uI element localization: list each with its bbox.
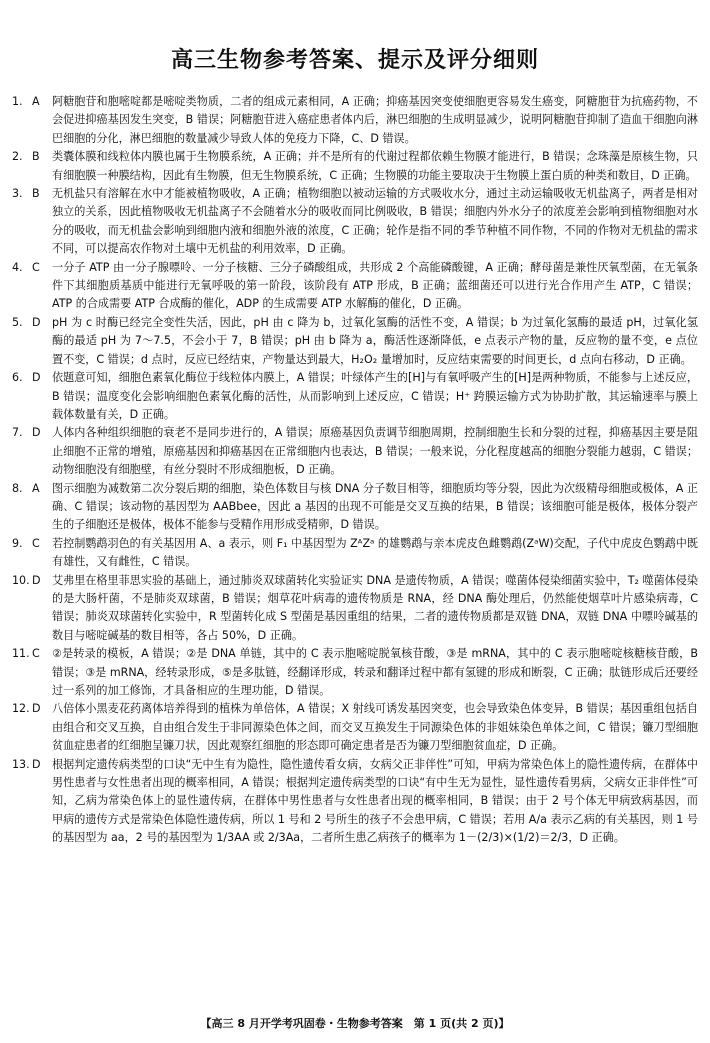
answer-number	[12, 756, 52, 848]
answer-letter: D	[32, 315, 41, 329]
question-number: 11.	[12, 647, 30, 661]
answer-item	[12, 314, 698, 369]
answer-explanation: 若控制鹦鹉羽色的有关基因用 A、a 表示，则 F₁ 中基因型为 ZᴬZᵃ 的雄鹦鹉与亲本虎皮色雌鹦鹉(ZᵃW)交配，子代中虎皮色鹦鹉中既有雄性，又有雌性，C 错误。	[52, 536, 698, 569]
answer-number	[12, 148, 52, 185]
answer-item	[12, 148, 698, 185]
answer-letter: B	[32, 187, 40, 201]
question-number: 13.	[12, 757, 30, 771]
question-number: 12.	[12, 702, 30, 716]
answer-number	[12, 93, 52, 148]
answer-letter: C	[32, 260, 40, 274]
answer-number	[12, 185, 52, 259]
answer-number	[12, 424, 52, 479]
answer-letter: D	[32, 757, 41, 771]
answer-number	[12, 369, 52, 424]
answer-item	[12, 645, 698, 700]
question-number: 6.	[12, 371, 23, 385]
answer-explanation: 艾弗里在格里菲思实验的基础上，通过肺炎双球菌转化实验证实 DNA 是遗传物质，A 错误；噬菌体侵染细菌实验中，T₂ 噬菌体侵染的是大肠杆菌，不是肺炎双球菌，B 错误；烟草花叶病毒的遗传物质是 RNA，经 DNA 酶处理后，仍然能使烟草叶片感染病毒，C 错误；肺炎双球菌转化实验中，R 型菌转化成 S 型菌是基因重组的结果，二者的遗传物质都是双链 DNA，双链 DNA 中嘌呤碱基的数目与嘧啶碱基的数目相等，各占 50%，D 正确。	[52, 573, 698, 642]
answer-explanation: 阿糖胞苷和胞嘧啶都是嘧啶类物质，二者的组成元素相同，A 正确；抑癌基因突变使细胞更容易发生癌变，阿糖胞苷为抗癌药物，不会促进抑癌基因发生突变，B 错误；阿糖胞苷进入癌症患者体内后，淋巴细胞的生成明显减少，说明阿糖胞苷抑制了造血干细胞向淋巴细胞的分化，淋巴细胞的数量减少导致人体的免疫力下降，C、D 错误。	[52, 95, 698, 145]
answer-explanation: 一分子 ATP 由一分子腺嘌呤、一分子核糖、三分子磷酸组成，共形成 2 个高能磷酸键，A 正确；酵母菌是兼性厌氧型菌，在无氧条件下其细胞质基质中能进行无氧呼吸的第一阶段，该阶段有 ATP 形成，B 正确；蓝细菌还可以进行光合作用产生 ATP，C 错误；ATP 的合成需要 ATP 合成酶的催化，ADP 的生成需要 ATP 水解酶的催化，D 正确。	[52, 260, 698, 311]
answer-list	[12, 93, 698, 848]
question-number: 9.	[12, 536, 23, 550]
answer-number	[12, 535, 52, 572]
answer-item	[12, 185, 698, 259]
answer-explanation: 八倍体小黑麦花药离体培养得到的植株为单倍体，A 错误；X 射线可诱发基因突变，也会导致染色体变异，B 错误；基因重组包括自由组合和交叉互换，自由组合发生于非同源染色体之间，而交叉互换发生于同源染色体的非姐妹染色单体之间，C 错误；镰刀型细胞贫血症患者的红细胞呈镰刀状，因此观察红细胞的形态即可确定患者是否为镰刀型细胞贫血症，D 正确。	[52, 702, 698, 753]
answer-item	[12, 535, 698, 572]
question-number: 5.	[12, 315, 23, 329]
answer-number	[12, 572, 52, 646]
answer-explanation: 无机盐只有溶解在水中才能被植物吸收，A 正确；植物细胞以被动运输的方式吸收水分，通过主动运输吸收无机盐离子，两者是相对独立的关系，因此植物吸收无机盐离子不会随着水分的吸收而同比例吸收，B 错误；细胞内外水分子的浓度差会影响到植物细胞对水分的吸收，而无机盐会影响到细胞内液和细胞外液的浓度，C 正确；轮作是指不同的季节种植不同作物，不同的作物对无机盐的需求不同，可以提高农作物对土壤中无机盐的利用效率，D 正确。	[52, 187, 698, 256]
question-number: 8.	[12, 481, 23, 495]
answer-explanation: 类囊体膜和线粒体内膜也属于生物膜系统，A 正确；并不是所有的代谢过程都依赖生物膜才能进行，B 错误；念珠藻是原核生物，只有细胞膜一种膜结构，因此有生物膜，但无生物膜系统，C 正确；生物膜的功能主要取决于生物膜上蛋白质的种类和数目，D 正确。	[52, 150, 698, 182]
answer-letter: B	[32, 150, 40, 164]
answer-item	[12, 93, 698, 148]
question-number: 3.	[12, 187, 23, 201]
answer-item	[12, 259, 698, 314]
answer-number	[12, 645, 52, 700]
answer-item	[12, 369, 698, 424]
answer-number	[12, 314, 52, 369]
answer-item	[12, 700, 698, 755]
answer-explanation: pH 为 c 时酶已经完全变性失活，因此，pH 由 c 降为 b，过氧化氢酶的活性不变，A 错误；b 为过氧化氢酶的最适 pH，过氧化氢酶的最适 pH 为 7～7.5，不会小于 7，B 错误；pH 由 b 降为 a，酶活性逐渐降低，e 点表示产物的量，反应物的量不变，e 点位置不变，C 错误；d 点时，反应已经结束，产物量达到最大，H₂O₂ 量增加时，反应结束需要的时间更长，d 点向右移动，D 正确。	[52, 315, 698, 366]
answer-number	[12, 480, 52, 535]
answer-letter: A	[32, 481, 40, 495]
answer-explanation: 图示细胞为减数第二次分裂后期的细胞，染色体数目与核 DNA 分子数目相等，细胞质均等分裂，因此为次级精母细胞或极体，A 正确、C 错误；该动物的基因型为 AABbee，因此 a 基因的出现不可能是交叉互换的结果，B 错误；该细胞可能是极体，极体分裂产生的子细胞还是极体，极体不能参与受精作用形成受精卵，D 错误。	[52, 481, 698, 532]
answer-explanation: 人体内各种组织细胞的衰老不是同步进行的，A 错误；原癌基因负责调节细胞周期，控制细胞生长和分裂的过程，抑癌基因主要是阻止细胞不正常的增殖，原癌基因和抑癌基因在正常细胞内也表达，B 错误；一般来说，分化程度越高的细胞分裂能力越弱，C 错误；动物细胞没有细胞壁，有丝分裂时不形成细胞板，D 正确。	[52, 426, 698, 477]
question-number: 10.	[12, 573, 30, 587]
page-footer: 【高三 8 月开学考巩固卷・生物参考答案 第 1 页(共 2 页)】	[200, 1017, 510, 1030]
page-title: 高三生物参考答案、提示及评分细则	[170, 48, 539, 73]
answer-explanation: 依题意可知，细胞色素氧化酶位于线粒体内膜上，A 错误；叶绿体产生的[H]与有氧呼吸产生的[H]是两种物质，不能参与上述反应，B 错误；温度变化会影响细胞色素氧化酶的活性，从而影响到上述反应，C 错误；H⁺ 跨膜运输方式为协助扩散，其运输速率与膜上载体数量有关，D 正确。	[52, 371, 698, 421]
question-number: 1.	[12, 95, 23, 108]
answer-item	[12, 424, 698, 479]
answer-letter: D	[32, 573, 41, 587]
question-number: 2.	[12, 150, 23, 164]
question-number: 7.	[12, 426, 23, 440]
answer-number	[12, 700, 52, 755]
answer-item	[12, 572, 698, 646]
answer-letter: D	[32, 702, 41, 716]
answer-letter: D	[32, 371, 41, 385]
answer-item	[12, 756, 698, 848]
question-number: 4.	[12, 260, 23, 274]
answer-letter: D	[32, 426, 41, 440]
answer-number	[12, 259, 52, 314]
answer-letter: C	[32, 536, 40, 550]
answer-explanation: 根据判定遗传病类型的口诀“无中生有为隐性，隐性遗传看女病，女病父正非伴性”可知，甲病为常染色体上的隐性遗传病，在群体中男性患者与女性患者出现的概率相同，A 错误；根据判定遗传病类型的口诀“有中生无为显性，显性遗传看男病，父病女正非伴性”可知，乙病为常染色体上的显性遗传病，在群体中男性患者与女性患者出现的概率相同，B 错误；由于 2 号个体无甲病致病基因，而甲病的遗传方式是常染色体隐性遗传病，所以 1 号和 2 号所生的孩子不会患甲病，C 错误；若用 A/a 表示乙病的有关基因，则 1 号的基因型为 aa，2 号的基因型为 1/3AA 或 2/3Aa，二者所生患乙病孩子的概率为 1－(2/3)×(1/2)＝2/3，D 正确。	[52, 757, 698, 845]
answer-letter: C	[32, 647, 40, 661]
answer-letter: A	[32, 95, 40, 108]
answer-explanation: ②是转录的模板，A 错误；②是 DNA 单链，其中的 C 表示胞嘧啶脱氧核苷酸，③是 mRNA，其中的 C 表示胞嘧啶核糖核苷酸，B 错误；③是 mRNA，经转录形成，⑤是多肽链，经翻译形成，转录和翻译过程中都有氢键的形成和断裂，C 正确；肽链形成后还要经过一系列的加工修饰，才具备相应的生理功能，D 错误。	[52, 647, 698, 697]
answer-item	[12, 480, 698, 535]
